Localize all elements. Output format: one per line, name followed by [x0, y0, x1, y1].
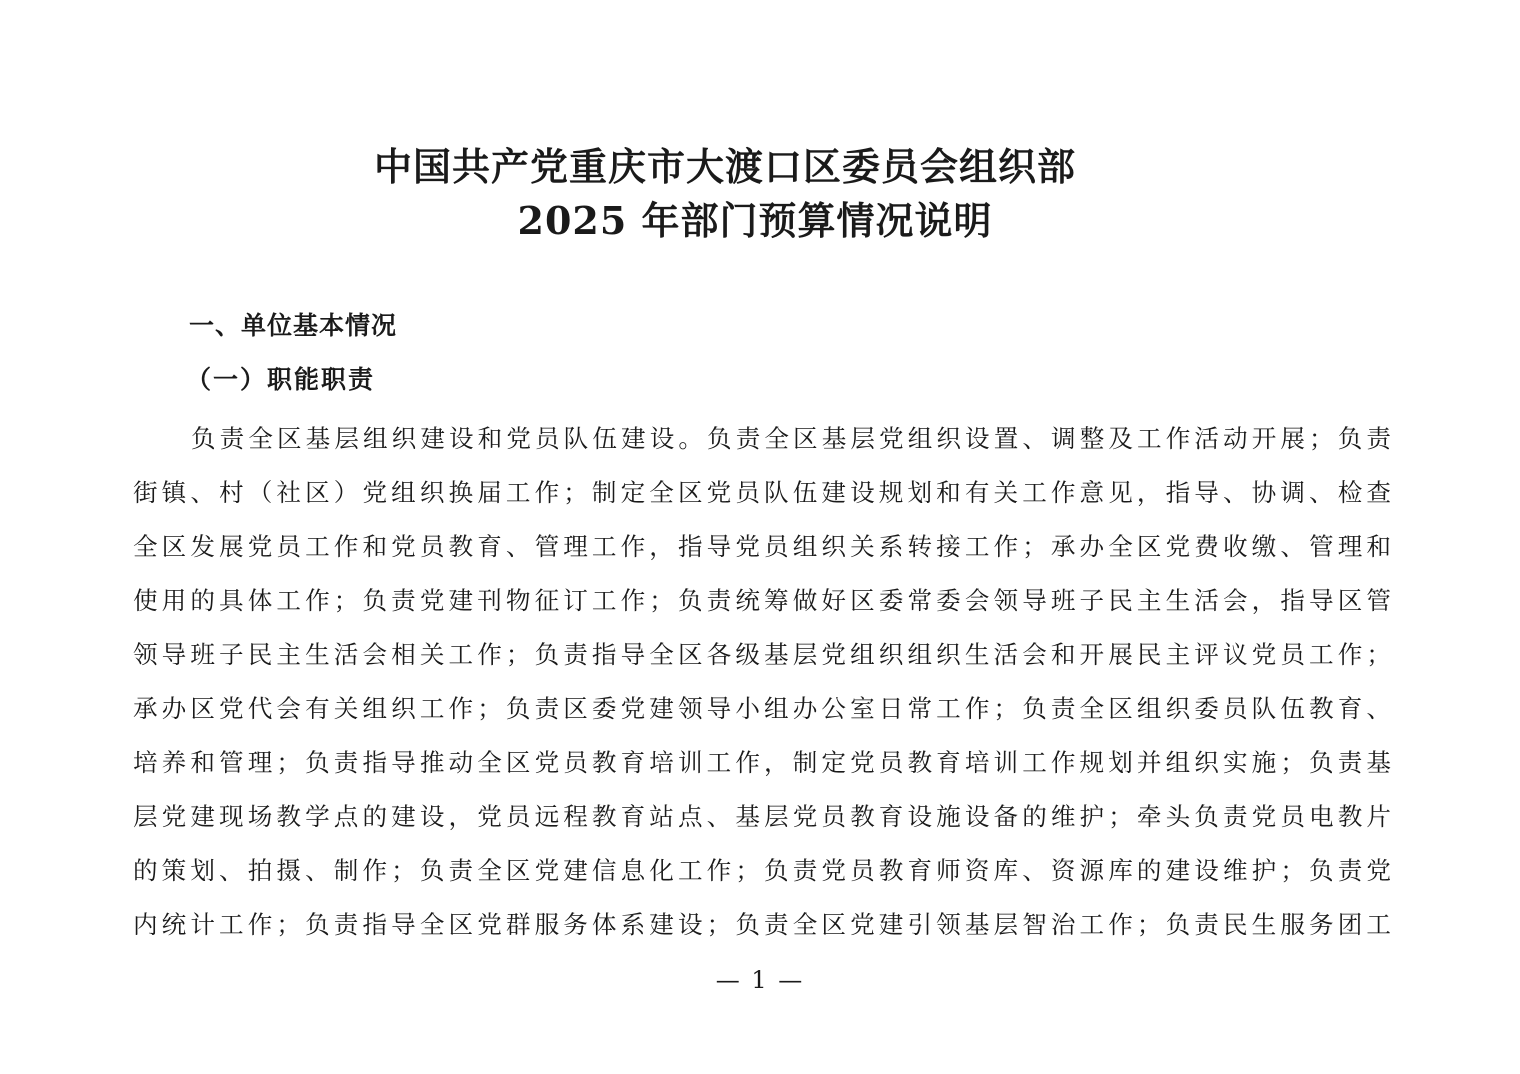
paragraph-line: 层党建现场教学点的建设，党员远程教育站点、基层党员教育设施设备的维护；牵头负责党员电教片 [133, 802, 1391, 831]
paragraph-line: 的策划、拍摄、制作；负责全区党建信息化工作；负责党员教育师资库、资源库的建设维护；负责党 [133, 856, 1391, 885]
paragraph-line: 培养和管理；负责指导推动全区党员教育培训工作，制定党员教育培训工作规划并组织实施；负责基 [133, 748, 1391, 777]
paragraph-line: 使用的具体工作；负责党建刊物征订工作；负责统筹做好区委常委会领导班子民主生活会，指导区管 [133, 586, 1391, 615]
document-title-line-2: 2025 年部门预算情况说明 [517, 198, 993, 243]
paragraph-line: 全区发展党员工作和党员教育、管理工作，指导党员组织关系转接工作；承办全区党费收缴、管理和 [133, 532, 1391, 561]
page-number: — 1 — [715, 966, 805, 994]
duties-paragraph [133, 412, 1393, 952]
section-heading-basic-info: 一、单位基本情况 [189, 311, 398, 340]
paragraph-line: 承办区党代会有关组织工作；负责区委党建领导小组办公室日常工作；负责全区组织委员队伍教育、 [133, 694, 1391, 723]
paragraph-line: 内统计工作；负责指导全区党群服务体系建设；负责全区党建引领基层智治工作；负责民生服务团工 [133, 910, 1391, 939]
paragraph-line: 负责全区基层组织建设和党员队伍建设。负责全区基层党组织设置、调整及工作活动开展；负责 [191, 424, 1391, 453]
subsection-heading-duties: （一）职能职责 [186, 365, 376, 394]
paragraph-line: 街镇、村（社区）党组织换届工作；制定全区党员队伍建设规划和有关工作意见，指导、协调、检查 [133, 478, 1391, 507]
paragraph-line: 领导班子民主生活会相关工作；负责指导全区各级基层党组织组织生活会和开展民主评议党员工作； [133, 640, 1391, 669]
document-title-line-1: 中国共产党重庆市大渡口区委员会组织部 [373, 144, 1076, 189]
